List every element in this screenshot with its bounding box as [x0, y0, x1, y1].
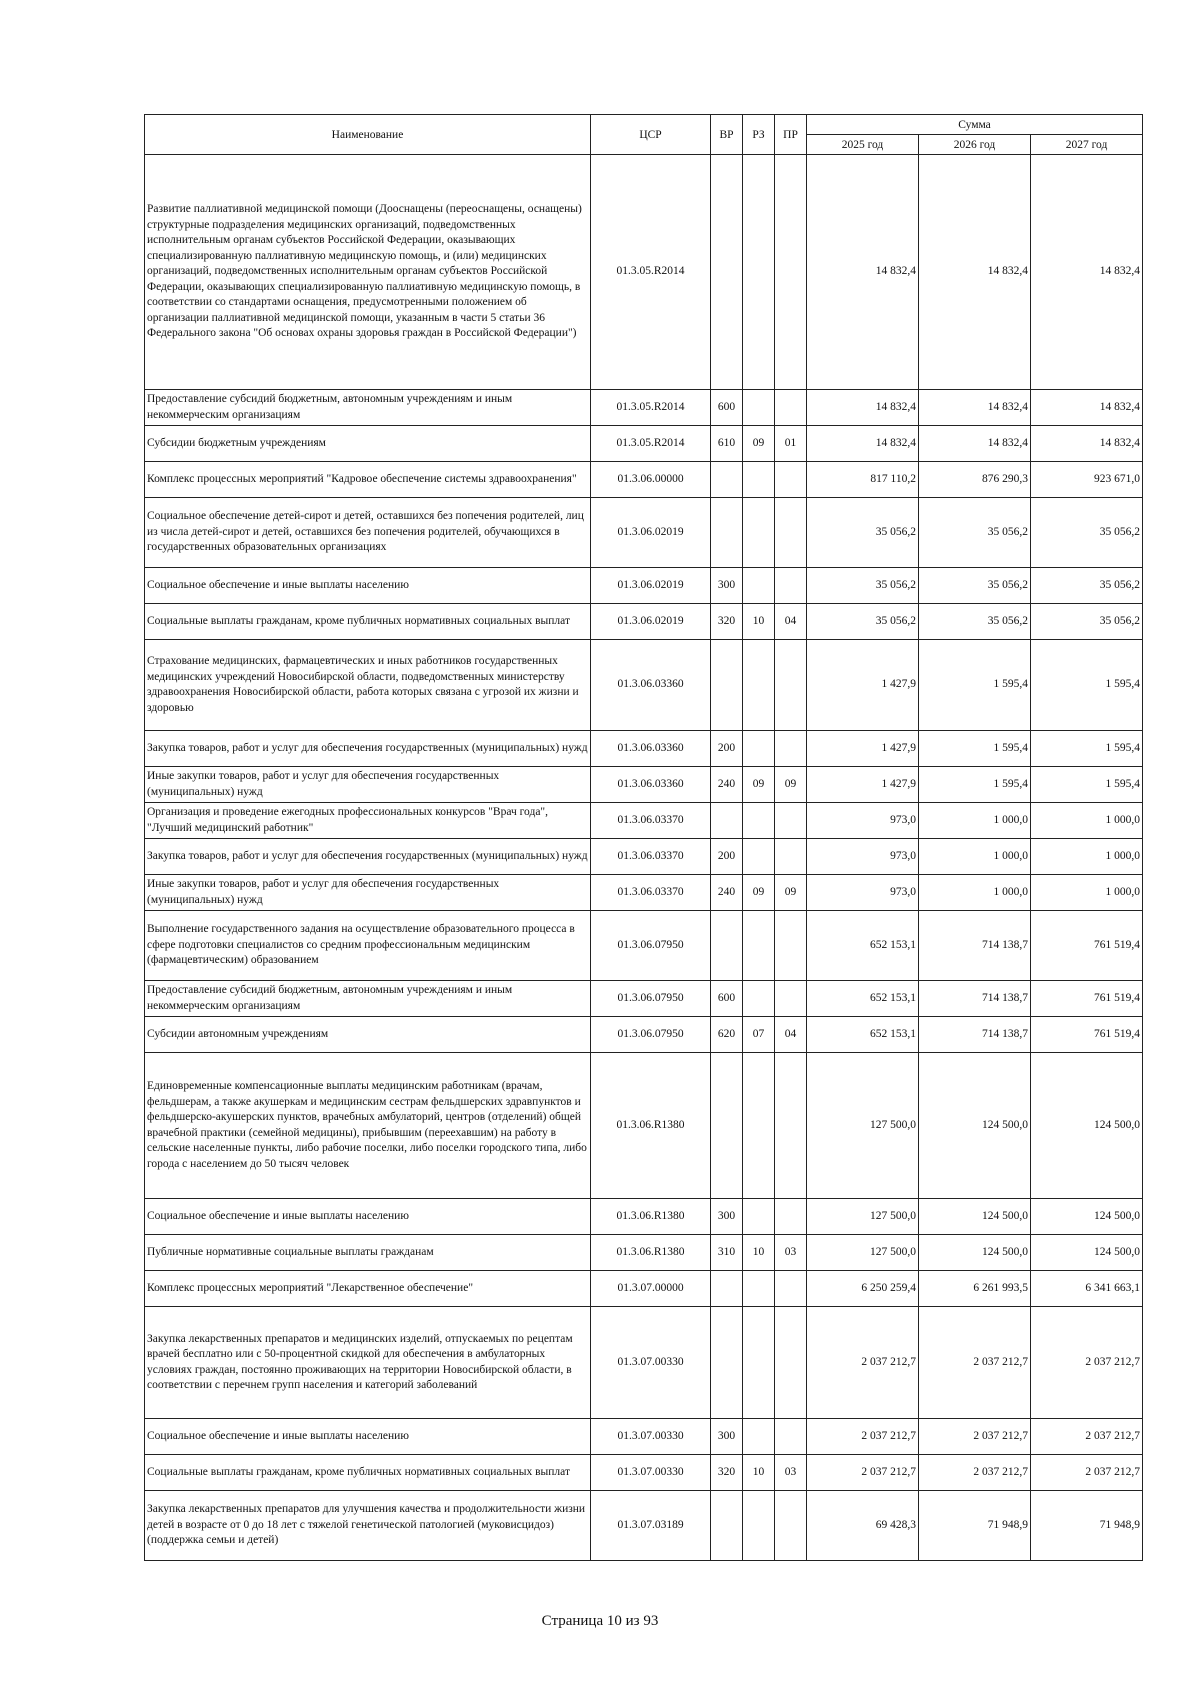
cell-name: Субсидии бюджетным учреждениям	[145, 426, 591, 462]
cell-vr	[711, 1491, 743, 1561]
cell-name: Организация и проведение ежегодных профессиональных конкурсов "Врач года", "Лучший медицинский работник"	[145, 803, 591, 839]
cell-sum-2027: 1 595,4	[1031, 640, 1143, 731]
cell-sum-2026: 714 138,7	[919, 1017, 1031, 1053]
table-row	[145, 1307, 1143, 1419]
cell-csr: 01.3.06.03370	[591, 803, 711, 839]
cell-csr: 01.3.06.02019	[591, 604, 711, 640]
cell-pr	[775, 911, 807, 981]
table-row	[145, 568, 1143, 604]
cell-sum-2025: 14 832,4	[807, 155, 919, 390]
cell-pr: 04	[775, 1017, 807, 1053]
cell-sum-2025: 6 250 259,4	[807, 1271, 919, 1307]
cell-pr: 04	[775, 604, 807, 640]
cell-name: Закупка лекарственных препаратов и медицинских изделий, отпускаемых по рецептам врачей бесплатно или с 50-процентной скидкой для обеспечения в амбулаторных условиях граждан, постоянно проживающих на территории Новосибирской области, в соответствии с перечнем групп населения и категорий заболеваний	[145, 1307, 591, 1419]
cell-rz	[743, 731, 775, 767]
cell-rz: 09	[743, 875, 775, 911]
cell-vr: 600	[711, 981, 743, 1017]
cell-vr	[711, 640, 743, 731]
cell-vr: 300	[711, 1419, 743, 1455]
cell-rz	[743, 1271, 775, 1307]
cell-csr: 01.3.05.R2014	[591, 155, 711, 390]
cell-sum-2026: 14 832,4	[919, 426, 1031, 462]
cell-name: Социальное обеспечение и иные выплаты населению	[145, 1199, 591, 1235]
cell-csr: 01.3.06.03370	[591, 875, 711, 911]
header-rz: РЗ	[743, 115, 775, 155]
table-row	[145, 1235, 1143, 1271]
cell-sum-2025: 652 153,1	[807, 1017, 919, 1053]
cell-name: Развитие паллиативной медицинской помощи (Дооснащены (переоснащены, оснащены) структурные подразделения медицинских организаций, подведомственных исполнительным органам субъектов Российской Федерации, оказывающих специализированную паллиативную медицинскую помощь, и (или) медицинских организаций, подведомственных исполнительным органам субъектов Российской Федерации, оказывающих специализированную паллиативную медицинскую помощь, в соответствии со стандартами оснащения, предусмотренными положением об организации паллиативной медицинской помощи, указанным в части 5 статьи 36 Федерального закона "Об основах охраны здоровья граждан в Российской Федерации")	[145, 155, 591, 390]
cell-sum-2027: 35 056,2	[1031, 498, 1143, 568]
cell-rz: 10	[743, 604, 775, 640]
cell-vr: 620	[711, 1017, 743, 1053]
cell-sum-2027: 124 500,0	[1031, 1199, 1143, 1235]
cell-sum-2026: 124 500,0	[919, 1199, 1031, 1235]
header-name: Наименование	[145, 115, 591, 155]
cell-pr: 03	[775, 1235, 807, 1271]
cell-name: Иные закупки товаров, работ и услуг для обеспечения государственных (муниципальных) нужд	[145, 875, 591, 911]
header-year-2027: 2027 год	[1031, 135, 1143, 155]
cell-name: Единовременные компенсационные выплаты медицинским работникам (врачам, фельдшерам, а также акушеркам и медицинским сестрам фельдшерских здравпунктов и фельдшерско-акушерских пунктов, врачебных амбулаторий, центров (отделений) общей врачебной практики (семейной медицины), прибывшим (переехавшим) на работу в сельские населенные пункты, либо рабочие поселки, либо поселки городского типа, либо города с населением до 50 тысяч человек	[145, 1053, 591, 1199]
cell-sum-2026: 1 000,0	[919, 839, 1031, 875]
cell-sum-2027: 124 500,0	[1031, 1053, 1143, 1199]
cell-pr	[775, 462, 807, 498]
cell-csr: 01.3.06.02019	[591, 498, 711, 568]
table-row	[145, 604, 1143, 640]
cell-rz: 09	[743, 426, 775, 462]
cell-vr	[711, 155, 743, 390]
cell-sum-2025: 35 056,2	[807, 498, 919, 568]
cell-sum-2025: 973,0	[807, 839, 919, 875]
cell-name: Страхование медицинских, фармацевтических и иных работников государственных медицинских учреждений Новосибирской области, подведомственных министерству здравоохранения Новосибирской области, работа которых связана с угрозой их жизни и здоровью	[145, 640, 591, 731]
cell-name: Субсидии автономным учреждениям	[145, 1017, 591, 1053]
cell-sum-2026: 124 500,0	[919, 1235, 1031, 1271]
cell-sum-2025: 1 427,9	[807, 767, 919, 803]
cell-sum-2027: 761 519,4	[1031, 981, 1143, 1017]
cell-sum-2026: 35 056,2	[919, 498, 1031, 568]
cell-csr: 01.3.07.00330	[591, 1307, 711, 1419]
cell-sum-2027: 2 037 212,7	[1031, 1419, 1143, 1455]
cell-sum-2026: 714 138,7	[919, 911, 1031, 981]
cell-vr: 200	[711, 839, 743, 875]
cell-sum-2025: 127 500,0	[807, 1053, 919, 1199]
cell-rz	[743, 1491, 775, 1561]
cell-sum-2025: 127 500,0	[807, 1199, 919, 1235]
cell-sum-2027: 2 037 212,7	[1031, 1455, 1143, 1491]
table-row	[145, 1053, 1143, 1199]
cell-pr: 09	[775, 767, 807, 803]
cell-name: Закупка лекарственных препаратов для улучшения качества и продолжительности жизни детей в возрасте от 0 до 18 лет с тяжелой генетической патологией (муковисцидоз) (поддержка семьи и детей)	[145, 1491, 591, 1561]
cell-sum-2026: 876 290,3	[919, 462, 1031, 498]
cell-sum-2026: 2 037 212,7	[919, 1419, 1031, 1455]
cell-sum-2025: 2 037 212,7	[807, 1455, 919, 1491]
cell-name: Социальное обеспечение и иные выплаты населению	[145, 1419, 591, 1455]
table-row	[145, 1491, 1143, 1561]
cell-name: Публичные нормативные социальные выплаты гражданам	[145, 1235, 591, 1271]
cell-name: Социальные выплаты гражданам, кроме публичных нормативных социальных выплат	[145, 604, 591, 640]
cell-vr	[711, 462, 743, 498]
cell-sum-2026: 2 037 212,7	[919, 1307, 1031, 1419]
cell-csr: 01.3.06.07950	[591, 911, 711, 981]
cell-vr: 310	[711, 1235, 743, 1271]
header-year-2026: 2026 год	[919, 135, 1031, 155]
cell-name: Комплекс процессных мероприятий "Кадровое обеспечение системы здравоохранения"	[145, 462, 591, 498]
cell-sum-2026: 1 000,0	[919, 803, 1031, 839]
cell-sum-2027: 14 832,4	[1031, 426, 1143, 462]
header-year-2025: 2025 год	[807, 135, 919, 155]
header-pr: ПР	[775, 115, 807, 155]
cell-pr	[775, 640, 807, 731]
cell-sum-2026: 71 948,9	[919, 1491, 1031, 1561]
budget-table	[144, 114, 1143, 1561]
cell-pr: 09	[775, 875, 807, 911]
cell-sum-2025: 973,0	[807, 803, 919, 839]
table-row	[145, 875, 1143, 911]
cell-csr: 01.3.06.02019	[591, 568, 711, 604]
cell-rz: 09	[743, 767, 775, 803]
cell-sum-2027: 1 000,0	[1031, 875, 1143, 911]
cell-vr: 240	[711, 875, 743, 911]
cell-csr: 01.3.06.03360	[591, 767, 711, 803]
table-row	[145, 426, 1143, 462]
cell-rz	[743, 1199, 775, 1235]
cell-vr: 320	[711, 604, 743, 640]
cell-sum-2025: 652 153,1	[807, 981, 919, 1017]
cell-vr: 600	[711, 390, 743, 426]
cell-csr: 01.3.06.03370	[591, 839, 711, 875]
cell-name: Выполнение государственного задания на осуществление образовательного процесса в сфере подготовки специалистов со средним профессиональным медицинским (фармацевтическим) образованием	[145, 911, 591, 981]
cell-pr	[775, 1307, 807, 1419]
cell-csr: 01.3.05.R2014	[591, 390, 711, 426]
cell-csr: 01.3.06.R1380	[591, 1199, 711, 1235]
cell-rz	[743, 568, 775, 604]
cell-csr: 01.3.06.07950	[591, 981, 711, 1017]
cell-name: Социальные выплаты гражданам, кроме публичных нормативных социальных выплат	[145, 1455, 591, 1491]
table-row	[145, 1455, 1143, 1491]
cell-sum-2026: 35 056,2	[919, 568, 1031, 604]
cell-csr: 01.3.05.R2014	[591, 426, 711, 462]
cell-pr	[775, 1419, 807, 1455]
cell-sum-2025: 14 832,4	[807, 390, 919, 426]
cell-sum-2025: 2 037 212,7	[807, 1307, 919, 1419]
cell-csr: 01.3.06.R1380	[591, 1235, 711, 1271]
cell-sum-2027: 14 832,4	[1031, 390, 1143, 426]
table-row	[145, 498, 1143, 568]
cell-pr	[775, 1491, 807, 1561]
cell-sum-2026: 1 595,4	[919, 640, 1031, 731]
table-row	[145, 981, 1143, 1017]
cell-sum-2027: 1 595,4	[1031, 767, 1143, 803]
cell-sum-2025: 69 428,3	[807, 1491, 919, 1561]
cell-csr: 01.3.07.00330	[591, 1419, 711, 1455]
cell-sum-2027: 923 671,0	[1031, 462, 1143, 498]
cell-pr	[775, 731, 807, 767]
cell-pr	[775, 1271, 807, 1307]
cell-name: Иные закупки товаров, работ и услуг для обеспечения государственных (муниципальных) нужд	[145, 767, 591, 803]
cell-rz	[743, 911, 775, 981]
cell-rz: 10	[743, 1455, 775, 1491]
cell-sum-2026: 35 056,2	[919, 604, 1031, 640]
cell-sum-2027: 761 519,4	[1031, 911, 1143, 981]
table-header	[145, 115, 1143, 155]
table-row	[145, 640, 1143, 731]
cell-sum-2025: 2 037 212,7	[807, 1419, 919, 1455]
cell-name: Закупка товаров, работ и услуг для обеспечения государственных (муниципальных) нужд	[145, 839, 591, 875]
cell-csr: 01.3.07.00000	[591, 1271, 711, 1307]
cell-pr	[775, 1053, 807, 1199]
cell-sum-2027: 124 500,0	[1031, 1235, 1143, 1271]
cell-sum-2026: 14 832,4	[919, 390, 1031, 426]
cell-sum-2027: 71 948,9	[1031, 1491, 1143, 1561]
cell-rz	[743, 462, 775, 498]
cell-sum-2027: 35 056,2	[1031, 568, 1143, 604]
cell-pr	[775, 568, 807, 604]
cell-vr: 240	[711, 767, 743, 803]
cell-pr	[775, 498, 807, 568]
table-row	[145, 1419, 1143, 1455]
cell-rz	[743, 155, 775, 390]
header-vr: ВР	[711, 115, 743, 155]
cell-sum-2025: 973,0	[807, 875, 919, 911]
cell-name: Закупка товаров, работ и услуг для обеспечения государственных (муниципальных) нужд	[145, 731, 591, 767]
table-row	[145, 911, 1143, 981]
cell-vr: 300	[711, 1199, 743, 1235]
cell-rz: 10	[743, 1235, 775, 1271]
cell-rz	[743, 839, 775, 875]
cell-name: Предоставление субсидий бюджетным, автономным учреждениям и иным некоммерческим организациям	[145, 390, 591, 426]
cell-sum-2027: 1 595,4	[1031, 731, 1143, 767]
cell-pr	[775, 390, 807, 426]
cell-sum-2027: 2 037 212,7	[1031, 1307, 1143, 1419]
cell-vr: 610	[711, 426, 743, 462]
table-row	[145, 839, 1143, 875]
cell-csr: 01.3.07.00330	[591, 1455, 711, 1491]
cell-csr: 01.3.07.03189	[591, 1491, 711, 1561]
cell-vr	[711, 498, 743, 568]
cell-csr: 01.3.06.R1380	[591, 1053, 711, 1199]
cell-pr	[775, 803, 807, 839]
cell-sum-2025: 1 427,9	[807, 640, 919, 731]
cell-sum-2025: 652 153,1	[807, 911, 919, 981]
cell-rz	[743, 1307, 775, 1419]
table-row	[145, 767, 1143, 803]
cell-sum-2026: 1 595,4	[919, 767, 1031, 803]
cell-vr	[711, 1271, 743, 1307]
cell-csr: 01.3.06.07950	[591, 1017, 711, 1053]
cell-sum-2027: 761 519,4	[1031, 1017, 1143, 1053]
table-row	[145, 155, 1143, 390]
cell-sum-2027: 1 000,0	[1031, 839, 1143, 875]
header-sum: Сумма	[807, 115, 1143, 135]
cell-sum-2025: 1 427,9	[807, 731, 919, 767]
cell-sum-2027: 6 341 663,1	[1031, 1271, 1143, 1307]
cell-sum-2026: 124 500,0	[919, 1053, 1031, 1199]
table-row	[145, 462, 1143, 498]
cell-sum-2025: 127 500,0	[807, 1235, 919, 1271]
table-row	[145, 1271, 1143, 1307]
table-row	[145, 1199, 1143, 1235]
cell-vr: 300	[711, 568, 743, 604]
table-row	[145, 1017, 1143, 1053]
cell-sum-2026: 1 595,4	[919, 731, 1031, 767]
cell-rz	[743, 640, 775, 731]
cell-name: Предоставление субсидий бюджетным, автономным учреждениям и иным некоммерческим организациям	[145, 981, 591, 1017]
cell-name: Социальное обеспечение и иные выплаты населению	[145, 568, 591, 604]
cell-vr	[711, 1053, 743, 1199]
cell-sum-2025: 817 110,2	[807, 462, 919, 498]
cell-pr	[775, 981, 807, 1017]
cell-rz	[743, 498, 775, 568]
cell-vr	[711, 803, 743, 839]
header-csr: ЦСР	[591, 115, 711, 155]
cell-sum-2027: 14 832,4	[1031, 155, 1143, 390]
cell-pr	[775, 839, 807, 875]
table-body	[145, 155, 1143, 1561]
cell-vr: 320	[711, 1455, 743, 1491]
cell-rz	[743, 390, 775, 426]
table-row	[145, 390, 1143, 426]
cell-name: Комплекс процессных мероприятий "Лекарственное обеспечение"	[145, 1271, 591, 1307]
cell-sum-2025: 35 056,2	[807, 568, 919, 604]
cell-pr	[775, 155, 807, 390]
cell-sum-2026: 6 261 993,5	[919, 1271, 1031, 1307]
cell-vr	[711, 1307, 743, 1419]
cell-rz: 07	[743, 1017, 775, 1053]
cell-pr: 03	[775, 1455, 807, 1491]
cell-csr: 01.3.06.03360	[591, 731, 711, 767]
page-number: Страница 10 из 93	[541, 1613, 659, 1629]
cell-vr	[711, 911, 743, 981]
cell-csr: 01.3.06.03360	[591, 640, 711, 731]
cell-sum-2027: 35 056,2	[1031, 604, 1143, 640]
cell-csr: 01.3.06.00000	[591, 462, 711, 498]
cell-rz	[743, 803, 775, 839]
cell-sum-2025: 35 056,2	[807, 604, 919, 640]
cell-sum-2026: 1 000,0	[919, 875, 1031, 911]
cell-rz	[743, 1419, 775, 1455]
cell-sum-2026: 2 037 212,7	[919, 1455, 1031, 1491]
cell-sum-2027: 1 000,0	[1031, 803, 1143, 839]
cell-sum-2026: 714 138,7	[919, 981, 1031, 1017]
cell-vr: 200	[711, 731, 743, 767]
table-row	[145, 803, 1143, 839]
cell-name: Социальное обеспечение детей-сирот и детей, оставшихся без попечения родителей, лиц из числа детей-сирот и детей, оставшихся без попечения родителей, обучающихся в государственных образовательных организациях	[145, 498, 591, 568]
cell-rz	[743, 1053, 775, 1199]
cell-pr	[775, 1199, 807, 1235]
cell-rz	[743, 981, 775, 1017]
cell-sum-2026: 14 832,4	[919, 155, 1031, 390]
cell-pr: 01	[775, 426, 807, 462]
table-row	[145, 731, 1143, 767]
cell-sum-2025: 14 832,4	[807, 426, 919, 462]
